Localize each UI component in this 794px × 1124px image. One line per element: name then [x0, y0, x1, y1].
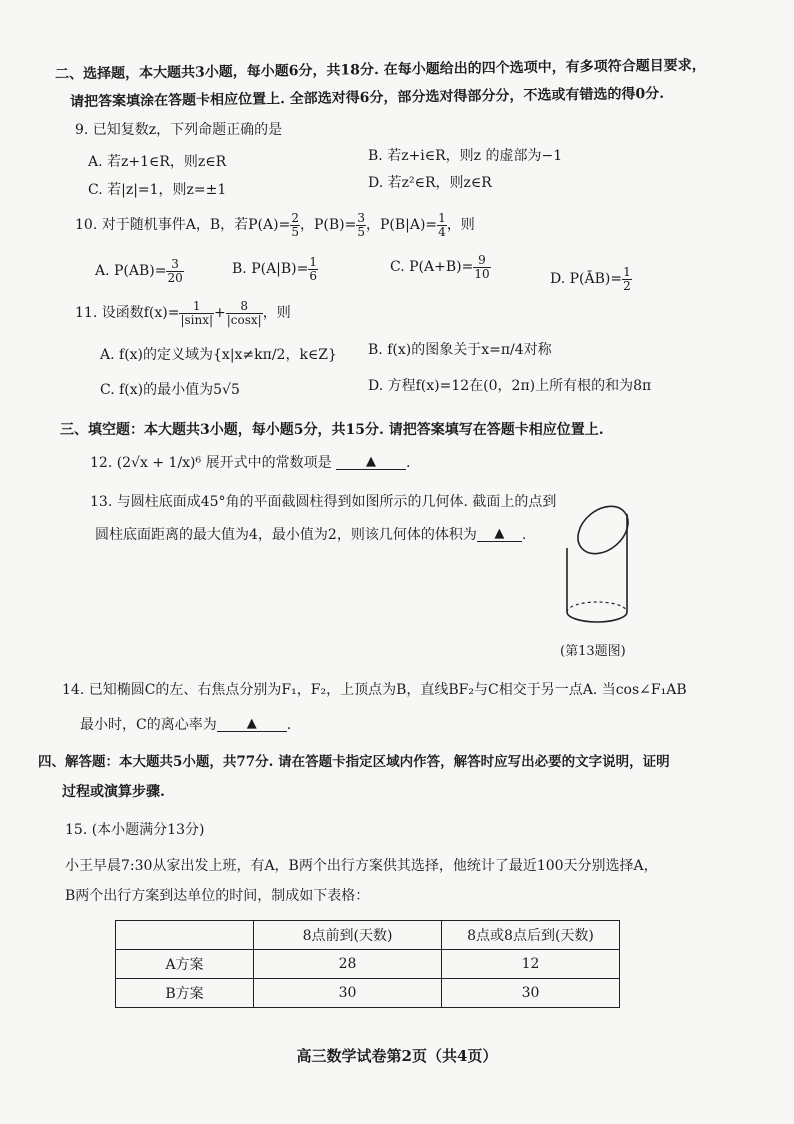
- q10-option-b: [232, 254, 318, 284]
- q11-stem-post: ，则: [262, 305, 291, 321]
- table-cell: 28: [254, 950, 442, 979]
- q10-option-a-den: 20: [167, 270, 183, 285]
- table-row: [116, 950, 620, 979]
- table-row: [116, 979, 620, 1008]
- q10-option-b-frac: [308, 256, 318, 283]
- section2-header-line2: 请把答案填涂在答题卡相应位置上. 全部选对得6分，部分选对得部分分，不选或有错选的得0分.: [69, 85, 665, 111]
- q10-option-b-pre: B. P(A|B)=: [232, 261, 309, 277]
- table-header-cell: 8点或8点后到(天数): [442, 921, 620, 950]
- q10-frac-pba: [437, 212, 447, 239]
- q10-frac-pba-num: 1: [438, 210, 446, 225]
- section4-header-line1: 四、解答题：本大题共5小题，共77分. 请在答题卡指定区域内作答，解答时应写出必要的文字说明，证明: [38, 754, 670, 770]
- q11-frac-1-num: 1: [179, 300, 214, 314]
- q11-stem-pre: 11. 设函数f(x)=: [75, 305, 180, 321]
- q10-option-a-pre: A. P(AB)=: [95, 263, 167, 279]
- page-footer: 高三数学试卷第2页（共4页）: [296, 1047, 498, 1065]
- q11-option-c: C. f(x)的最小值为5√5: [100, 382, 240, 398]
- cut-cylinder-figure: [555, 500, 645, 630]
- q15-line1: 小王早晨7:30从家出发上班，有A，B两个出行方案供其选择，他统计了最近100天分别选择A，: [65, 858, 658, 874]
- q10-option-d-den: 2: [623, 278, 631, 293]
- q11-plus: +: [214, 305, 226, 321]
- q10-option-d-pre: D. P(ĀB)=: [550, 271, 623, 287]
- q10-stem-pre: 10. 对于随机事件A，B，若P(A)=: [75, 217, 291, 233]
- base-front-arc: [567, 612, 627, 622]
- q9-option-c: C. 若|z|=1，则z=±1: [88, 182, 227, 198]
- answer-triangle-icon: ▲: [494, 526, 505, 541]
- table-cell: 12: [442, 950, 620, 979]
- q10-option-b-num: 1: [309, 254, 318, 269]
- q11-stem: [75, 298, 291, 328]
- q11-option-d: D. 方程f(x)=12在(0，2π)上所有根的和为8π: [368, 378, 652, 394]
- q10-option-c-den: 10: [474, 266, 490, 281]
- q12-end: .: [406, 455, 411, 471]
- q14-line1: 14. 已知椭圆C的左、右焦点分别为F₁，F₂，上顶点为B，直线BF₂与C相交于另一点A. 当cos∠F₁AB: [62, 682, 687, 698]
- q9-option-a: A. 若z+1∈R，则z∈R: [88, 154, 227, 170]
- q10-option-c-frac: [473, 254, 490, 281]
- q15-table: [115, 920, 620, 1008]
- q10-option-a: [95, 256, 184, 286]
- q11-option-b: B. f(x)的图象关于x=π/4对称: [368, 342, 552, 358]
- q13-line1: 13. 与圆柱底面成45°角的平面截圆柱得到如图所示的几何体. 截面上的点到: [90, 494, 557, 510]
- table-cell: 30: [442, 979, 620, 1008]
- q9-option-d: D. 若z²∈R，则z∈R: [368, 175, 492, 191]
- q10-option-c-pre: C. P(A+B)=: [390, 259, 474, 275]
- q10-option-a-num: 3: [166, 258, 183, 272]
- q15-title: 15. (本小题满分13分): [65, 822, 205, 838]
- q10-frac-pa-num: 2: [291, 210, 299, 225]
- q10-stem: [75, 210, 475, 240]
- q9-option-b: B. 若z+i∈R，则z 的虚部为−1: [368, 148, 563, 164]
- q10-option-c-num: 9: [473, 254, 490, 268]
- q14-answer-blank: [217, 715, 287, 732]
- q12-stem: 12. (2√x + 1/x)⁶ 展开式中的常数项是: [90, 455, 332, 471]
- q10-option-a-frac: [166, 258, 183, 285]
- q11-option-a: A. f(x)的定义域为{x|x≠kπ/2，k∈Z}: [100, 347, 337, 363]
- table-header-row: [116, 921, 620, 950]
- q10-option-b-den: 6: [309, 268, 318, 283]
- q13-figure-caption: (第13题图): [560, 644, 626, 659]
- section2-header-line1: 二、选择题，本大题共3小题，每小题6分，共18分. 在每小题给出的四个选项中，有多项符合题目要求，: [54, 57, 706, 83]
- q15-line2: B两个出行方案到达单位的时间，制成如下表格：: [65, 888, 370, 904]
- q11-frac-1: [179, 300, 214, 327]
- q10-frac-pba-den: 4: [438, 224, 446, 239]
- q12-text: [90, 453, 410, 473]
- q10-stem-mid1: ，P(B)=: [299, 217, 357, 233]
- q9-stem: 9. 已知复数z，下列命题正确的是: [75, 122, 283, 138]
- q14-stem: 最小时，C的离心率为: [80, 717, 217, 733]
- q11-frac-2: [226, 300, 263, 327]
- q12-answer-blank: [336, 453, 406, 470]
- q10-frac-pb-num: 3: [357, 210, 365, 225]
- q11-frac-2-den: |cosx|: [226, 312, 262, 327]
- base-back-arc: [567, 602, 627, 612]
- table-header-cell: [116, 921, 254, 950]
- q10-frac-pb: [356, 212, 366, 239]
- q10-frac-pb-den: 5: [357, 224, 365, 239]
- q13-stem: 圆柱底面距离的最大值为4，最小值为2，则该几何体的体积为: [95, 527, 477, 543]
- q11-frac-1-den: |sinx|: [180, 312, 214, 327]
- q13-end: .: [521, 527, 527, 543]
- q10-stem-mid2: ，P(B|A)=: [365, 217, 438, 233]
- q10-frac-pa-den: 5: [291, 224, 299, 239]
- q10-stem-post: ，则: [446, 217, 475, 233]
- q14-line2: [80, 715, 291, 735]
- table-cell: B方案: [116, 979, 254, 1008]
- q10-option-c: [390, 252, 491, 282]
- answer-triangle-icon: ▲: [366, 454, 377, 469]
- q13-line2: [95, 525, 526, 545]
- table-cell: 30: [254, 979, 442, 1008]
- table-cell: A方案: [116, 950, 254, 979]
- q10-frac-pa: [290, 212, 300, 239]
- section3-header: 三、填空题：本大题共3小题，每小题5分，共15分. 请把答案填写在答题卡相应位置上.: [60, 422, 604, 438]
- q10-option-d-num: 1: [623, 264, 631, 279]
- q14-end: .: [286, 717, 292, 733]
- table-header-cell: 8点前到(天数): [254, 921, 442, 950]
- section4-header-line2: 过程或演算步骤.: [62, 784, 165, 800]
- q13-answer-blank: [477, 525, 522, 542]
- q11-frac-2-num: 8: [226, 300, 263, 314]
- q10-option-d-frac: [622, 266, 632, 293]
- q10-option-d: [550, 264, 632, 294]
- answer-triangle-icon: ▲: [246, 716, 257, 731]
